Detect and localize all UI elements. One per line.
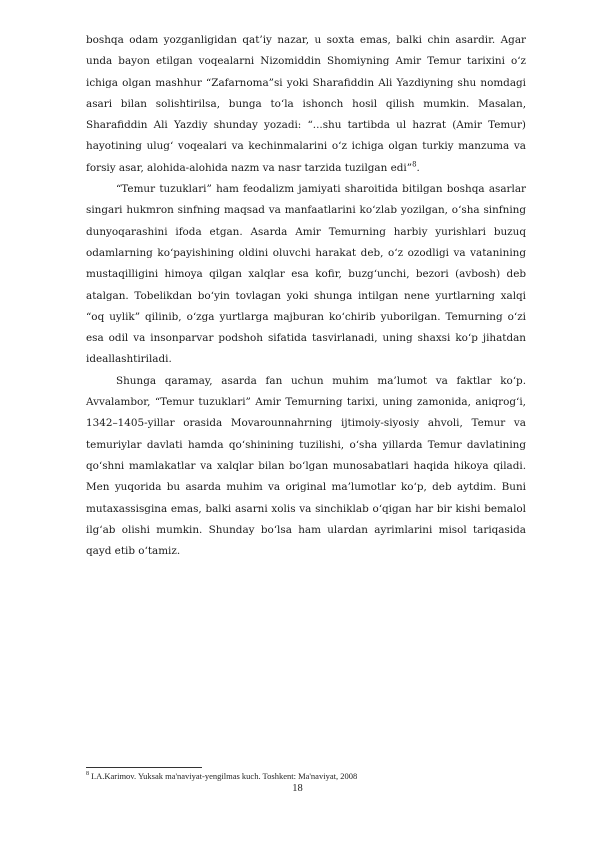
paragraph-1: [86, 30, 526, 179]
footnote-text: I.A.Karimov. Yuksak ma'naviyat-yengilmas kuch. Toshkent: Ma'naviyat, 2008: [89, 771, 358, 781]
footnote: [86, 771, 526, 781]
footnote-divider: [86, 767, 202, 768]
paragraph-1-text: boshqa odam yozganligidan qat’iy nazar, u soxta emas, balki chin asardir. Agar unda bayon etilgan voqealarni Nizomiddin Shomiyning Amir Temur tarixini o‘z ichiga olgan mashhur “Zafarnoma”si yoki Sharafiddin Ali Yazdiyning shu nomdagi asari bilan solishtirilsa, bunga to‘la ishonch hosil qilish mumkin. Masalan, Sharafiddin Ali Yazdiy shunday yozadi: “...shu tartibda ul hazrat (Amir Temur) hayotining ulug‘ voqealari va kechinmalarini o‘z ichiga olgan turkiy manzuma va forsiy asar, alohida-alohida nazm va nasr tarzida tuzilgan edi”: [86, 34, 526, 174]
page-number: 18: [292, 783, 303, 794]
paragraph-2: “Temur tuzuklari” ham feodalizm jamiyati sharoitida bitilgan boshqa asarlar singari hukmron sinfning maqsad va manfaatlarini ko‘zlab yozilgan, o‘sha sinfning dunyoqarashini ifoda etgan. Asarda Amir Temurning harbiy yurishlari buzuq odamlarning ko‘payishining oldini oluvchi harakat deb, o‘z ozodligi va vatanining mustaqilligini himoya qilgan xalqlar esa kofir, buzg‘unchi, bezori (avbosh) deb atalgan. Tobelikdan bo‘yin tovlagan yoki shunga intilgan nene yurtlarning xalqi “oq uylik” qilinib, o‘zga yurtlarga majburan ko‘chirib yuborilgan. Temurning o‘zi esa odil va insonparvar podshoh sifatida tasvirlanadi, uning shaxsi ko‘p jihatdan ideallashtiriladi.: [86, 183, 526, 366]
footnote-number: 8: [86, 771, 89, 778]
paragraph-1-end: .: [416, 161, 420, 174]
paragraph-3: Shunga qaramay, asarda fan uchun muhim ma’lumot va faktlar ko‘p. Avvalambor, “Temur tuzuklari” Amir Temurning tarixi, uning zamonida, aniqrog‘i, 1342–1405-yillar orasida Movarounnahrning ijtimoiy-siyosiy ahvoli, Temur va temuriylar davlati hamda qo‘shinining tuzilishi, o‘sha yillarda Temur davlatining qo‘shni mamlakatlar va xalqlar bilan bo‘lgan munosabatlari haqida hikoya qiladi. Men yuqorida bu asarda muhim va original ma’lumotlar ko‘p, deb aytdim. Buni mutaxassisgina emas, balki asarni xolis va sinchiklab o‘qigan har bir kishi bemalol ilg‘ab olishi mumkin. Shunday bo‘lsa ham ulardan ayrimlarini misol tariqasida qayd etib o‘tamiz.: [86, 374, 526, 558]
page-body: [86, 30, 526, 562]
footnote-reference[interactable]: 8: [412, 160, 417, 169]
